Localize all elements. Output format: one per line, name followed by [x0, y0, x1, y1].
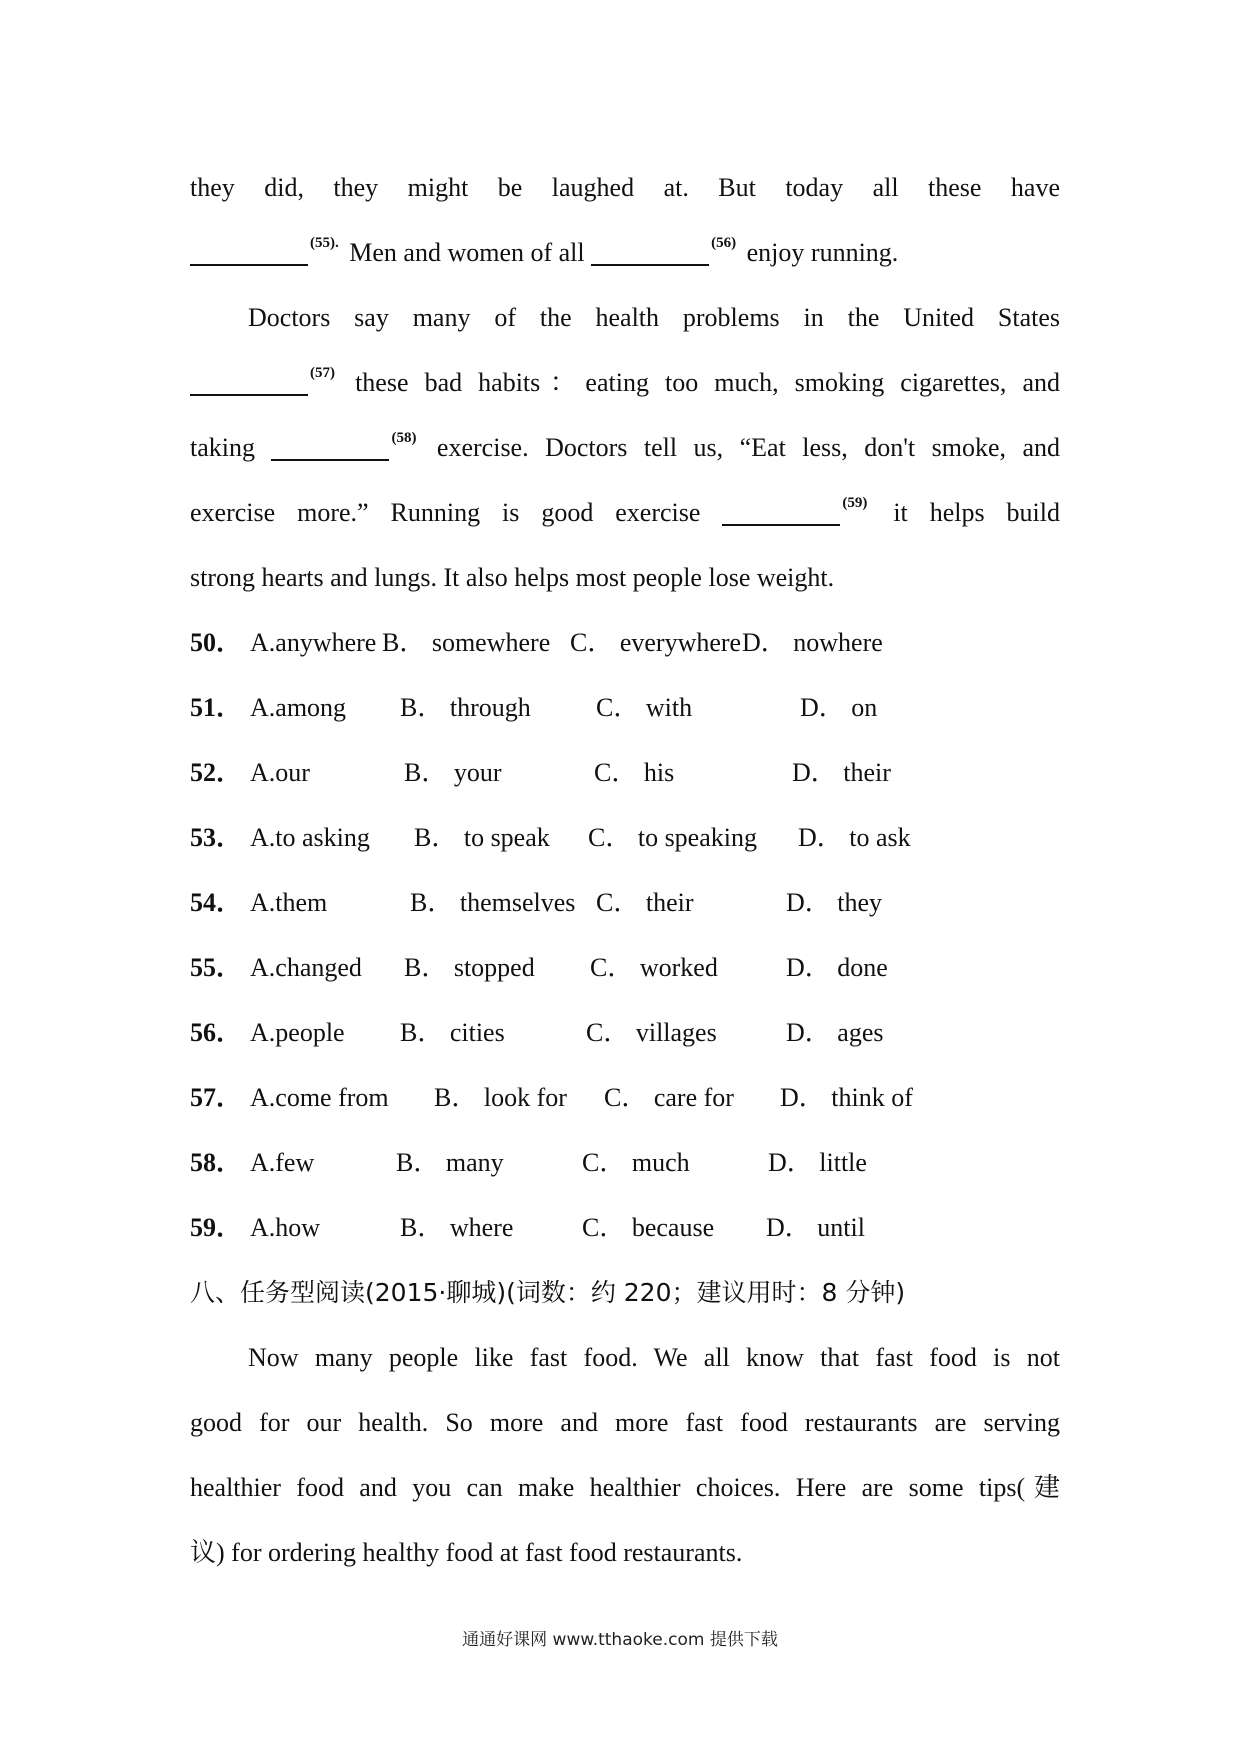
- option-a: A.people: [250, 1018, 345, 1047]
- question-number: 54．: [190, 888, 243, 917]
- section-paragraph-line-2: good for our health. So more and more fast food restaurants are serving: [190, 1408, 1060, 1437]
- blank-57: [190, 394, 308, 396]
- question-number: 52．: [190, 758, 243, 787]
- option-d: D． ages: [786, 1018, 884, 1047]
- question-number: 51．: [190, 693, 243, 722]
- blank-marker-57: (57): [310, 365, 335, 381]
- option-b: B． look for: [434, 1083, 567, 1112]
- section-paragraph-line-3: healthier food and you can make healthier choices. Here are some tips(建: [190, 1473, 1060, 1502]
- question-56: [190, 1000, 1060, 1065]
- passage-text: these bad habits：eating too much, smoking cigarettes, and: [339, 368, 1060, 397]
- passage-line-3: Doctors say many of the health problems in the United States: [248, 303, 1060, 332]
- option-c: C． because: [582, 1213, 715, 1242]
- passage-line-2: [190, 220, 1060, 285]
- option-a: A.anywhere: [250, 628, 377, 657]
- section-heading: 八、任务型阅读(2015·聊城)(词数：约 220；建议用时：8 分钟): [190, 1278, 906, 1307]
- page-footer: 通通好课网 www.tthaoke.com 提供下载: [462, 1630, 778, 1650]
- document-content: [190, 155, 1060, 1585]
- option-c: C． to speaking: [588, 823, 757, 852]
- passage-text: enjoy running.: [740, 238, 899, 267]
- option-d: D． to ask: [798, 823, 911, 852]
- option-b: B． your: [404, 758, 502, 787]
- question-number: 53．: [190, 823, 243, 852]
- option-c: C． care for: [604, 1083, 734, 1112]
- option-c: C． much: [582, 1148, 690, 1177]
- passage-line-1: they did, they might be laughed at. But today all these have: [190, 173, 1060, 202]
- option-b: B． to speak: [414, 823, 550, 852]
- passage-text: Men and women of all: [342, 238, 592, 267]
- option-c: C． his: [594, 758, 675, 787]
- option-b: B． where: [400, 1213, 514, 1242]
- section-paragraph-line-1: Now many people like fast food. We all know that fast food is not: [248, 1343, 1060, 1372]
- blank-marker-55: (55).: [310, 235, 339, 251]
- option-d: D． they: [786, 888, 883, 917]
- option-a: A.among: [250, 693, 347, 722]
- option-d: D． nowhere: [742, 628, 883, 657]
- option-a: A.few: [250, 1148, 315, 1177]
- option-c: C． everywhere: [570, 628, 742, 657]
- passage-line-5: [190, 415, 1060, 480]
- option-b: B． themselves: [410, 888, 576, 917]
- option-b: B． cities: [400, 1018, 505, 1047]
- passage-line-6: [190, 480, 1060, 545]
- option-b: B． somewhere: [382, 628, 551, 657]
- option-a: A.how: [250, 1213, 321, 1242]
- question-51: [190, 675, 1060, 740]
- option-c: C． with: [596, 693, 693, 722]
- question-59: [190, 1195, 1060, 1260]
- question-number: 59．: [190, 1213, 243, 1242]
- passage-text: it helps build: [871, 498, 1060, 527]
- question-number: 56．: [190, 1018, 243, 1047]
- blank-56: [591, 264, 709, 266]
- question-57: [190, 1065, 1060, 1130]
- question-53: [190, 805, 1060, 870]
- option-d: D． on: [800, 693, 878, 722]
- passage-text: exercise more.” Running is good exercise: [190, 498, 723, 527]
- option-b: B． through: [400, 693, 531, 722]
- question-number: 55．: [190, 953, 243, 982]
- blank-marker-56: (56): [711, 235, 737, 251]
- question-50: [190, 610, 1060, 675]
- passage-text: taking: [190, 433, 272, 462]
- option-c: C． worked: [590, 953, 718, 982]
- passage-line-7: strong hearts and lungs. It also helps most people lose weight.: [190, 563, 835, 592]
- question-52: [190, 740, 1060, 805]
- option-d: D． little: [768, 1148, 867, 1177]
- question-number: 58．: [190, 1148, 243, 1177]
- question-55: [190, 935, 1060, 1000]
- option-b: B． stopped: [404, 953, 535, 982]
- blank-59: [722, 524, 840, 526]
- blank-58: [271, 459, 389, 461]
- question-54: [190, 870, 1060, 935]
- option-a: A.to asking: [250, 823, 370, 852]
- option-d: D． think of: [780, 1083, 913, 1112]
- option-b: B． many: [396, 1148, 504, 1177]
- blank-marker-59: (59): [842, 495, 868, 511]
- question-number: 57．: [190, 1083, 243, 1112]
- option-a: A.them: [250, 888, 328, 917]
- blank-marker-58: (58): [391, 430, 417, 446]
- passage-line-4: [190, 350, 1060, 415]
- option-d: D． their: [792, 758, 891, 787]
- blank-55: [190, 264, 308, 266]
- option-d: D． until: [766, 1213, 865, 1242]
- option-a: A.our: [250, 758, 310, 787]
- question-58: [190, 1130, 1060, 1195]
- option-c: C． their: [596, 888, 694, 917]
- option-a: A.come from: [250, 1083, 389, 1112]
- option-c: C． villages: [586, 1018, 717, 1047]
- option-d: D． done: [786, 953, 888, 982]
- question-number: 50．: [190, 628, 243, 657]
- option-a: A.changed: [250, 953, 362, 982]
- section-paragraph-line-4: 议) for ordering healthy food at fast food restaurants.: [190, 1538, 743, 1567]
- passage-text: exercise. Doctors tell us, “Eat less, don't smoke, and: [420, 433, 1060, 462]
